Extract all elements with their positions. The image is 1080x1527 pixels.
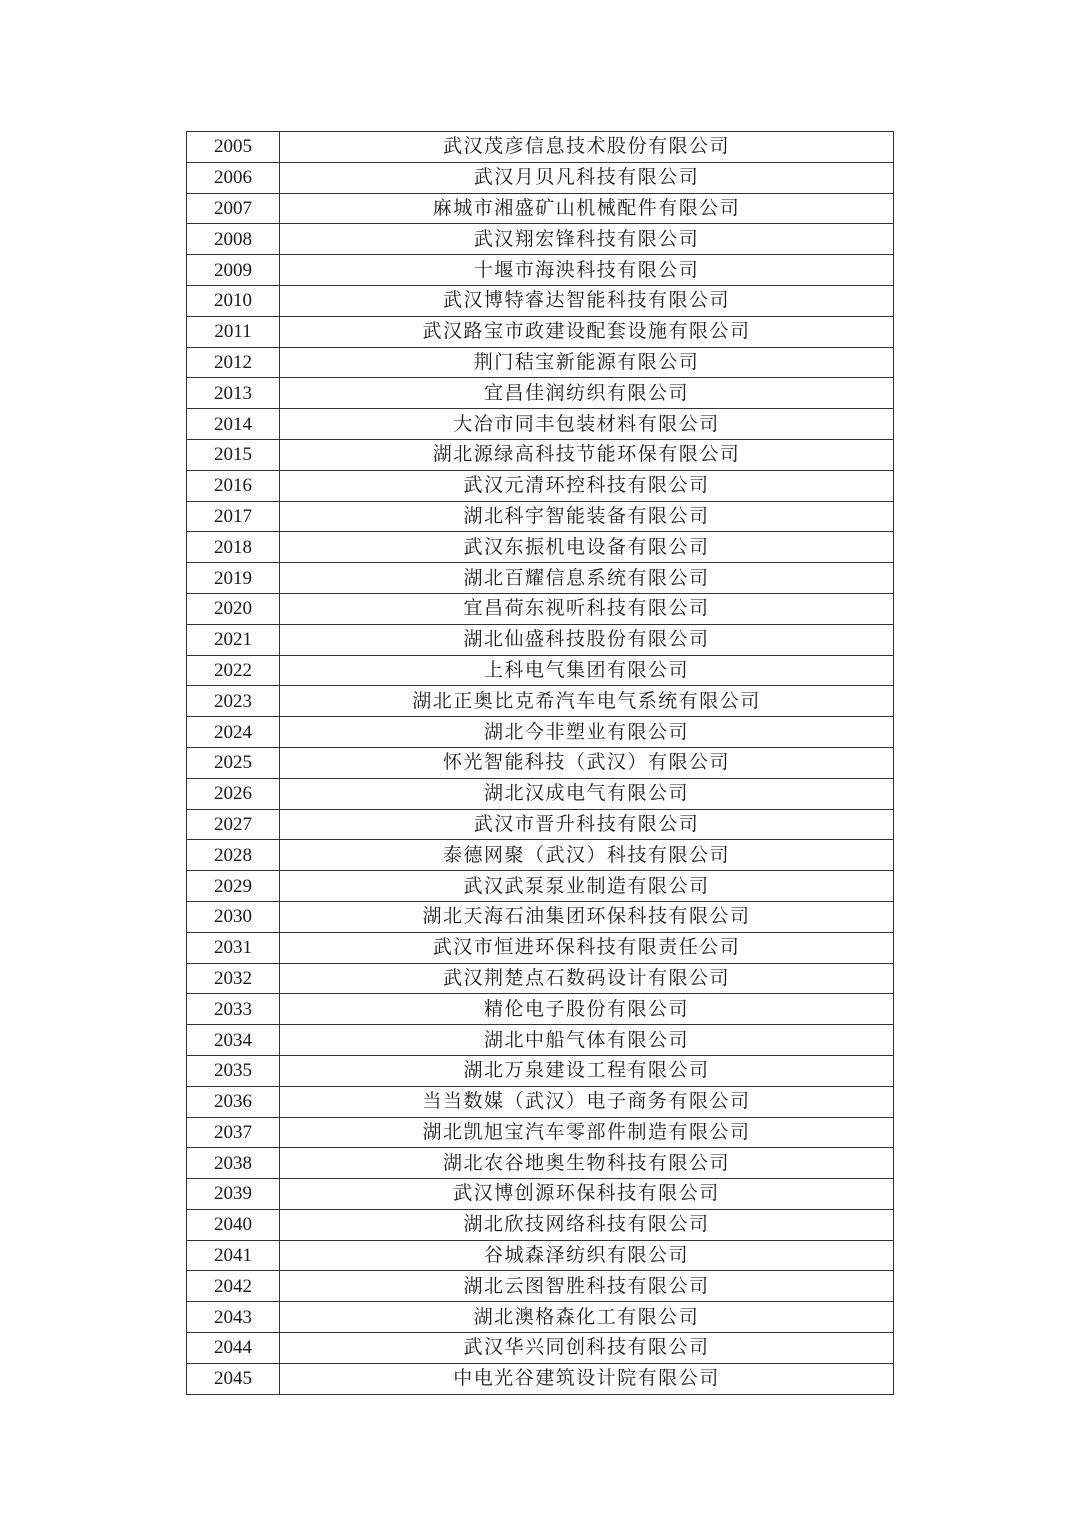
table-row xyxy=(187,747,894,778)
company-name-cell: 湖北汉成电气有限公司 xyxy=(280,778,894,809)
company-name-cell: 武汉路宝市政建设配套设施有限公司 xyxy=(280,316,894,347)
row-number-cell: 2019 xyxy=(187,563,280,594)
table-row xyxy=(187,316,894,347)
table-row xyxy=(187,132,894,163)
row-number-cell: 2028 xyxy=(187,840,280,871)
table-row xyxy=(187,1086,894,1117)
table-row xyxy=(187,840,894,871)
table-row xyxy=(187,778,894,809)
table-row xyxy=(187,439,894,470)
row-number-cell: 2011 xyxy=(187,316,280,347)
table-row xyxy=(187,1240,894,1271)
row-number-cell: 2014 xyxy=(187,409,280,440)
table-row xyxy=(187,470,894,501)
table-row xyxy=(187,347,894,378)
row-number-cell: 2007 xyxy=(187,193,280,224)
company-name-cell: 湖北今非塑业有限公司 xyxy=(280,717,894,748)
company-name-cell: 大冶市同丰包装材料有限公司 xyxy=(280,409,894,440)
table-row xyxy=(187,563,894,594)
row-number-cell: 2042 xyxy=(187,1271,280,1302)
company-name-cell: 湖北仙盛科技股份有限公司 xyxy=(280,624,894,655)
row-number-cell: 2040 xyxy=(187,1209,280,1240)
table-row xyxy=(187,901,894,932)
row-number-cell: 2005 xyxy=(187,132,280,163)
row-number-cell: 2026 xyxy=(187,778,280,809)
table-row xyxy=(187,1025,894,1056)
company-name-cell: 武汉华兴同创科技有限公司 xyxy=(280,1333,894,1364)
company-name-cell: 湖北源绿高科技节能环保有限公司 xyxy=(280,439,894,470)
table-row xyxy=(187,593,894,624)
row-number-cell: 2035 xyxy=(187,1055,280,1086)
company-name-cell: 武汉博特睿达智能科技有限公司 xyxy=(280,285,894,316)
table-row xyxy=(187,994,894,1025)
row-number-cell: 2033 xyxy=(187,994,280,1025)
row-number-cell: 2020 xyxy=(187,593,280,624)
table-row xyxy=(187,871,894,902)
company-name-cell: 湖北正奥比克希汽车电气系统有限公司 xyxy=(280,686,894,717)
company-name-cell: 武汉博创源环保科技有限公司 xyxy=(280,1179,894,1210)
row-number-cell: 2008 xyxy=(187,224,280,255)
table-row xyxy=(187,501,894,532)
company-name-cell: 谷城森泽纺织有限公司 xyxy=(280,1240,894,1271)
company-name-cell: 中电光谷建筑设计院有限公司 xyxy=(280,1363,894,1394)
table-row xyxy=(187,963,894,994)
row-number-cell: 2027 xyxy=(187,809,280,840)
company-name-cell: 武汉翔宏锋科技有限公司 xyxy=(280,224,894,255)
row-number-cell: 2030 xyxy=(187,901,280,932)
table-row xyxy=(187,255,894,286)
company-name-cell: 武汉市晋升科技有限公司 xyxy=(280,809,894,840)
row-number-cell: 2021 xyxy=(187,624,280,655)
table-row xyxy=(187,162,894,193)
row-number-cell: 2022 xyxy=(187,655,280,686)
row-number-cell: 2031 xyxy=(187,932,280,963)
company-name-cell: 湖北欣技网络科技有限公司 xyxy=(280,1209,894,1240)
row-number-cell: 2039 xyxy=(187,1179,280,1210)
row-number-cell: 2009 xyxy=(187,255,280,286)
table-row xyxy=(187,1271,894,1302)
table-row xyxy=(187,655,894,686)
company-name-cell: 怀光智能科技（武汉）有限公司 xyxy=(280,747,894,778)
company-name-cell: 当当数媒（武汉）电子商务有限公司 xyxy=(280,1086,894,1117)
row-number-cell: 2037 xyxy=(187,1117,280,1148)
row-number-cell: 2018 xyxy=(187,532,280,563)
table-row xyxy=(187,532,894,563)
company-name-cell: 武汉元清环控科技有限公司 xyxy=(280,470,894,501)
row-number-cell: 2010 xyxy=(187,285,280,316)
company-name-cell: 武汉荆楚点石数码设计有限公司 xyxy=(280,963,894,994)
company-name-cell: 湖北澳格森化工有限公司 xyxy=(280,1302,894,1333)
row-number-cell: 2032 xyxy=(187,963,280,994)
table-row xyxy=(187,409,894,440)
row-number-cell: 2012 xyxy=(187,347,280,378)
table-row xyxy=(187,717,894,748)
company-name-cell: 精伦电子股份有限公司 xyxy=(280,994,894,1025)
row-number-cell: 2036 xyxy=(187,1086,280,1117)
company-name-cell: 湖北云图智胜科技有限公司 xyxy=(280,1271,894,1302)
company-name-cell: 湖北科宇智能装备有限公司 xyxy=(280,501,894,532)
table-row xyxy=(187,1302,894,1333)
company-name-cell: 湖北农谷地奥生物科技有限公司 xyxy=(280,1148,894,1179)
row-number-cell: 2024 xyxy=(187,717,280,748)
company-name-cell: 武汉茂彦信息技术股份有限公司 xyxy=(280,132,894,163)
row-number-cell: 2006 xyxy=(187,162,280,193)
row-number-cell: 2017 xyxy=(187,501,280,532)
table-row xyxy=(187,1209,894,1240)
table-row xyxy=(187,686,894,717)
table-row xyxy=(187,285,894,316)
table-row xyxy=(187,1148,894,1179)
table-row xyxy=(187,378,894,409)
table-row xyxy=(187,624,894,655)
row-number-cell: 2013 xyxy=(187,378,280,409)
company-name-cell: 湖北万泉建设工程有限公司 xyxy=(280,1055,894,1086)
company-name-cell: 麻城市湘盛矿山机械配件有限公司 xyxy=(280,193,894,224)
row-number-cell: 2016 xyxy=(187,470,280,501)
row-number-cell: 2034 xyxy=(187,1025,280,1056)
table-row xyxy=(187,809,894,840)
row-number-cell: 2038 xyxy=(187,1148,280,1179)
company-name-cell: 泰德网聚（武汉）科技有限公司 xyxy=(280,840,894,871)
table-row xyxy=(187,1117,894,1148)
company-name-cell: 荆门秸宝新能源有限公司 xyxy=(280,347,894,378)
table-row xyxy=(187,932,894,963)
company-name-cell: 武汉武泵泵业制造有限公司 xyxy=(280,871,894,902)
company-name-cell: 武汉东振机电设备有限公司 xyxy=(280,532,894,563)
company-name-cell: 湖北凯旭宝汽车零部件制造有限公司 xyxy=(280,1117,894,1148)
table-row xyxy=(187,1055,894,1086)
table-row xyxy=(187,224,894,255)
row-number-cell: 2041 xyxy=(187,1240,280,1271)
company-name-cell: 上科电气集团有限公司 xyxy=(280,655,894,686)
row-number-cell: 2023 xyxy=(187,686,280,717)
company-list-body xyxy=(187,132,894,1395)
document-page xyxy=(186,131,894,1395)
company-name-cell: 湖北中船气体有限公司 xyxy=(280,1025,894,1056)
row-number-cell: 2045 xyxy=(187,1363,280,1394)
table-row xyxy=(187,1333,894,1364)
row-number-cell: 2029 xyxy=(187,871,280,902)
company-name-cell: 武汉市恒进环保科技有限责任公司 xyxy=(280,932,894,963)
company-name-cell: 十堰市海泱科技有限公司 xyxy=(280,255,894,286)
company-name-cell: 湖北百耀信息系统有限公司 xyxy=(280,563,894,594)
row-number-cell: 2015 xyxy=(187,439,280,470)
company-name-cell: 宜昌荷东视听科技有限公司 xyxy=(280,593,894,624)
table-row xyxy=(187,1363,894,1394)
company-name-cell: 武汉月贝凡科技有限公司 xyxy=(280,162,894,193)
row-number-cell: 2025 xyxy=(187,747,280,778)
row-number-cell: 2043 xyxy=(187,1302,280,1333)
company-list-table xyxy=(186,131,894,1395)
table-row xyxy=(187,1179,894,1210)
company-name-cell: 湖北天海石油集团环保科技有限公司 xyxy=(280,901,894,932)
row-number-cell: 2044 xyxy=(187,1333,280,1364)
table-row xyxy=(187,193,894,224)
company-name-cell: 宜昌佳润纺织有限公司 xyxy=(280,378,894,409)
